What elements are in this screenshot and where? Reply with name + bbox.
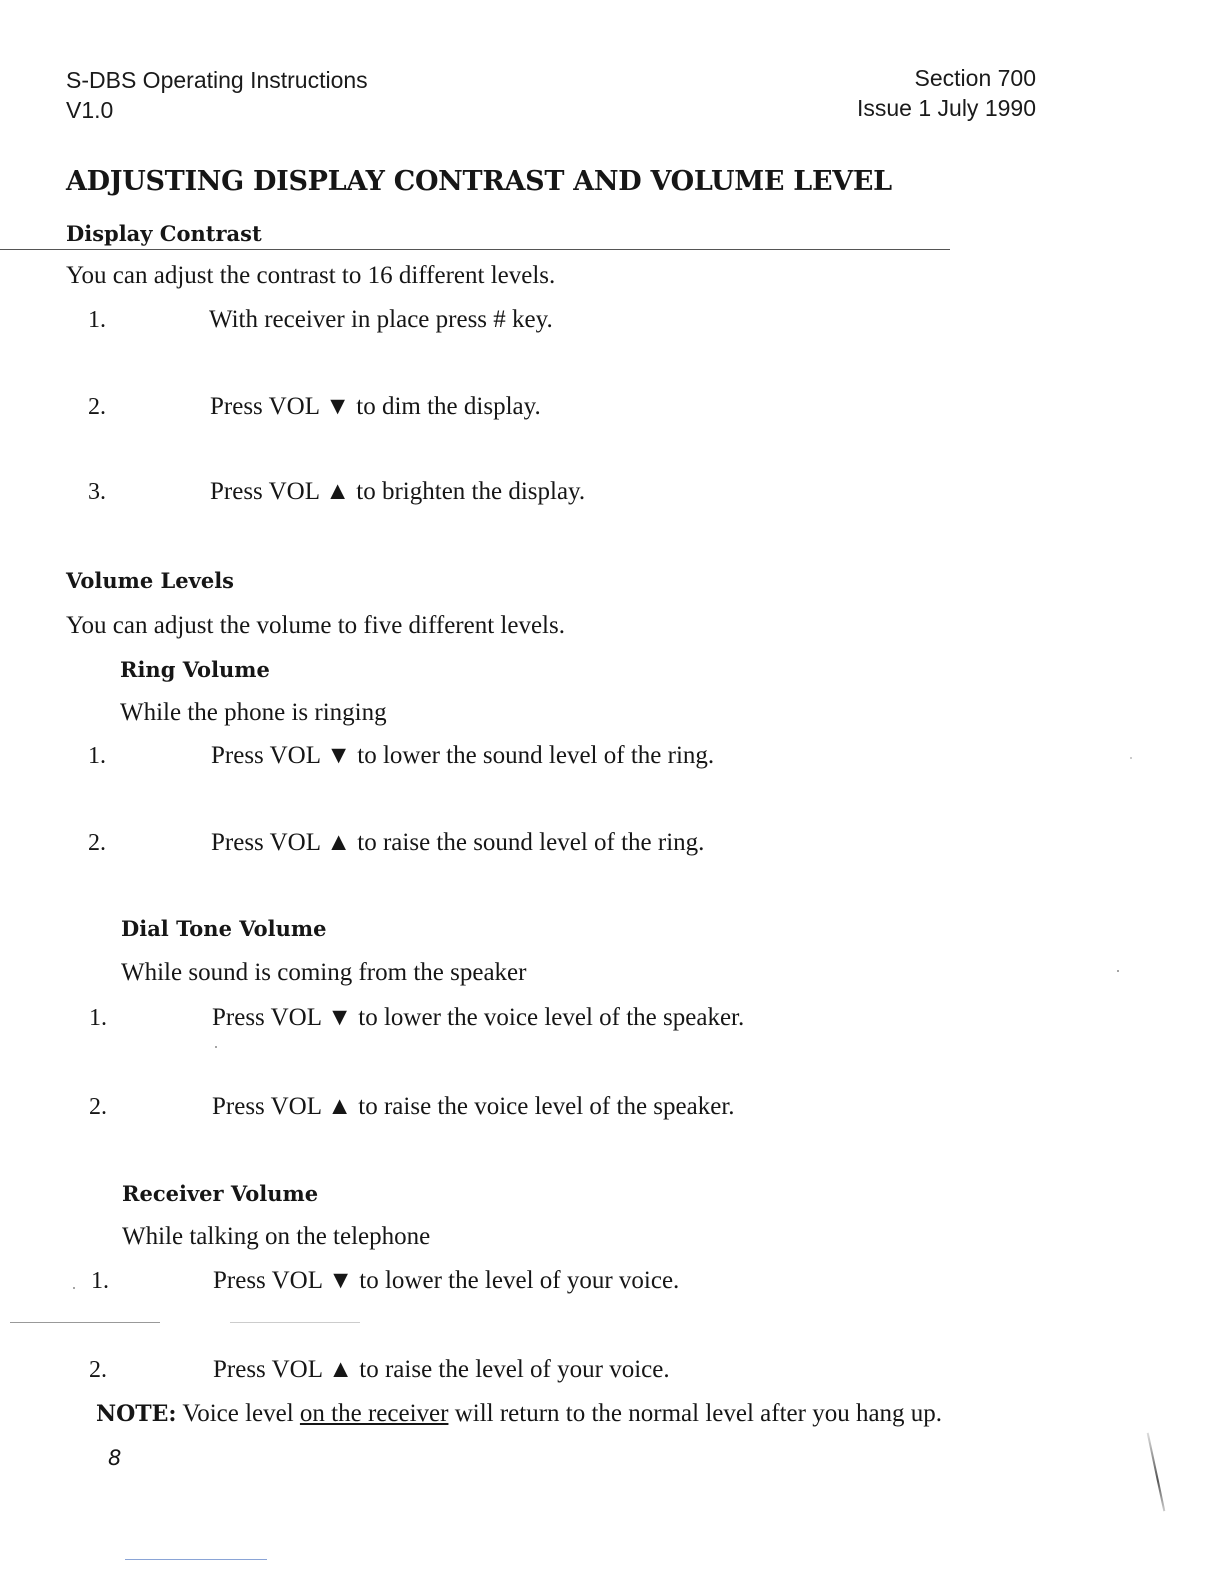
dial-tone-step-text: Press VOL ▲ to raise the voice level of the speaker. (212, 1093, 735, 1120)
receiver-step-text: Press VOL ▼ to lower the level of your voice. (213, 1267, 680, 1294)
section-label: Section 700 (914, 65, 1036, 91)
receiver-step-text: Press VOL ▲ to raise the level of your voice. (213, 1356, 670, 1383)
step-number: 2. (88, 830, 106, 856)
ring-volume-condition: While the phone is ringing (120, 699, 387, 726)
step-number: 1. (91, 1268, 109, 1294)
step-number: 1. (89, 1005, 107, 1031)
heading-rule (0, 249, 950, 250)
ring-step-text: Press VOL ▲ to raise the sound level of the ring. (211, 829, 705, 856)
scan-artifact-line (10, 1322, 160, 1323)
document-name: S-DBS Operating Instructions (66, 67, 368, 93)
contrast-step-text: With receiver in place press # key. (209, 306, 553, 333)
note (96, 1400, 942, 1428)
scan-artifact-line (125, 1559, 267, 1560)
step-number: 2. (89, 1094, 107, 1120)
step-number: 1. (88, 307, 106, 333)
ring-step-text: Press VOL ▼ to lower the sound level of the ring. (211, 742, 715, 769)
note-underlined-text: on the receiver (299, 1400, 449, 1427)
note-text-after: will return to the normal level after you hang up. (454, 1400, 943, 1427)
contrast-step-text: Press VOL ▲ to brighten the display. (210, 478, 586, 505)
note-text-before: Voice level (182, 1400, 294, 1427)
scan-edge-mark (1147, 1433, 1166, 1512)
scan-speck (1130, 757, 1132, 759)
display-contrast-intro: You can adjust the contrast to 16 different levels. (66, 262, 556, 289)
scan-speck (73, 1287, 75, 1289)
receiver-volume-heading: Receiver Volume (122, 1181, 319, 1206)
step-number: 2. (88, 394, 106, 420)
contrast-step-text: Press VOL ▼ to dim the display. (210, 393, 541, 420)
issue-date: Issue 1 July 1990 (856, 95, 1036, 121)
scan-artifact-line (230, 1322, 360, 1323)
volume-levels-intro: You can adjust the volume to five different levels. (66, 612, 565, 639)
note-label: NOTE: (96, 1401, 177, 1427)
volume-levels-heading: Volume Levels (66, 568, 234, 593)
dial-tone-step-text: Press VOL ▼ to lower the voice level of the speaker. (212, 1004, 745, 1031)
scan-speck (1117, 970, 1119, 972)
step-number: 1. (88, 743, 106, 769)
scan-speck (215, 1046, 217, 1048)
display-contrast-heading: Display Contrast (66, 221, 262, 246)
dial-tone-volume-heading: Dial Tone Volume (121, 916, 327, 941)
step-number: 2. (89, 1357, 107, 1383)
document-version: V1.0 (66, 97, 114, 123)
ring-volume-heading: Ring Volume (120, 657, 270, 682)
receiver-volume-condition: While talking on the telephone (122, 1223, 431, 1250)
dial-tone-volume-condition: While sound is coming from the speaker (121, 959, 527, 986)
page-title: ADJUSTING DISPLAY CONTRAST AND VOLUME LEVEL (66, 166, 892, 197)
step-number: 3. (88, 479, 106, 505)
page-number: 8 (108, 1446, 122, 1470)
